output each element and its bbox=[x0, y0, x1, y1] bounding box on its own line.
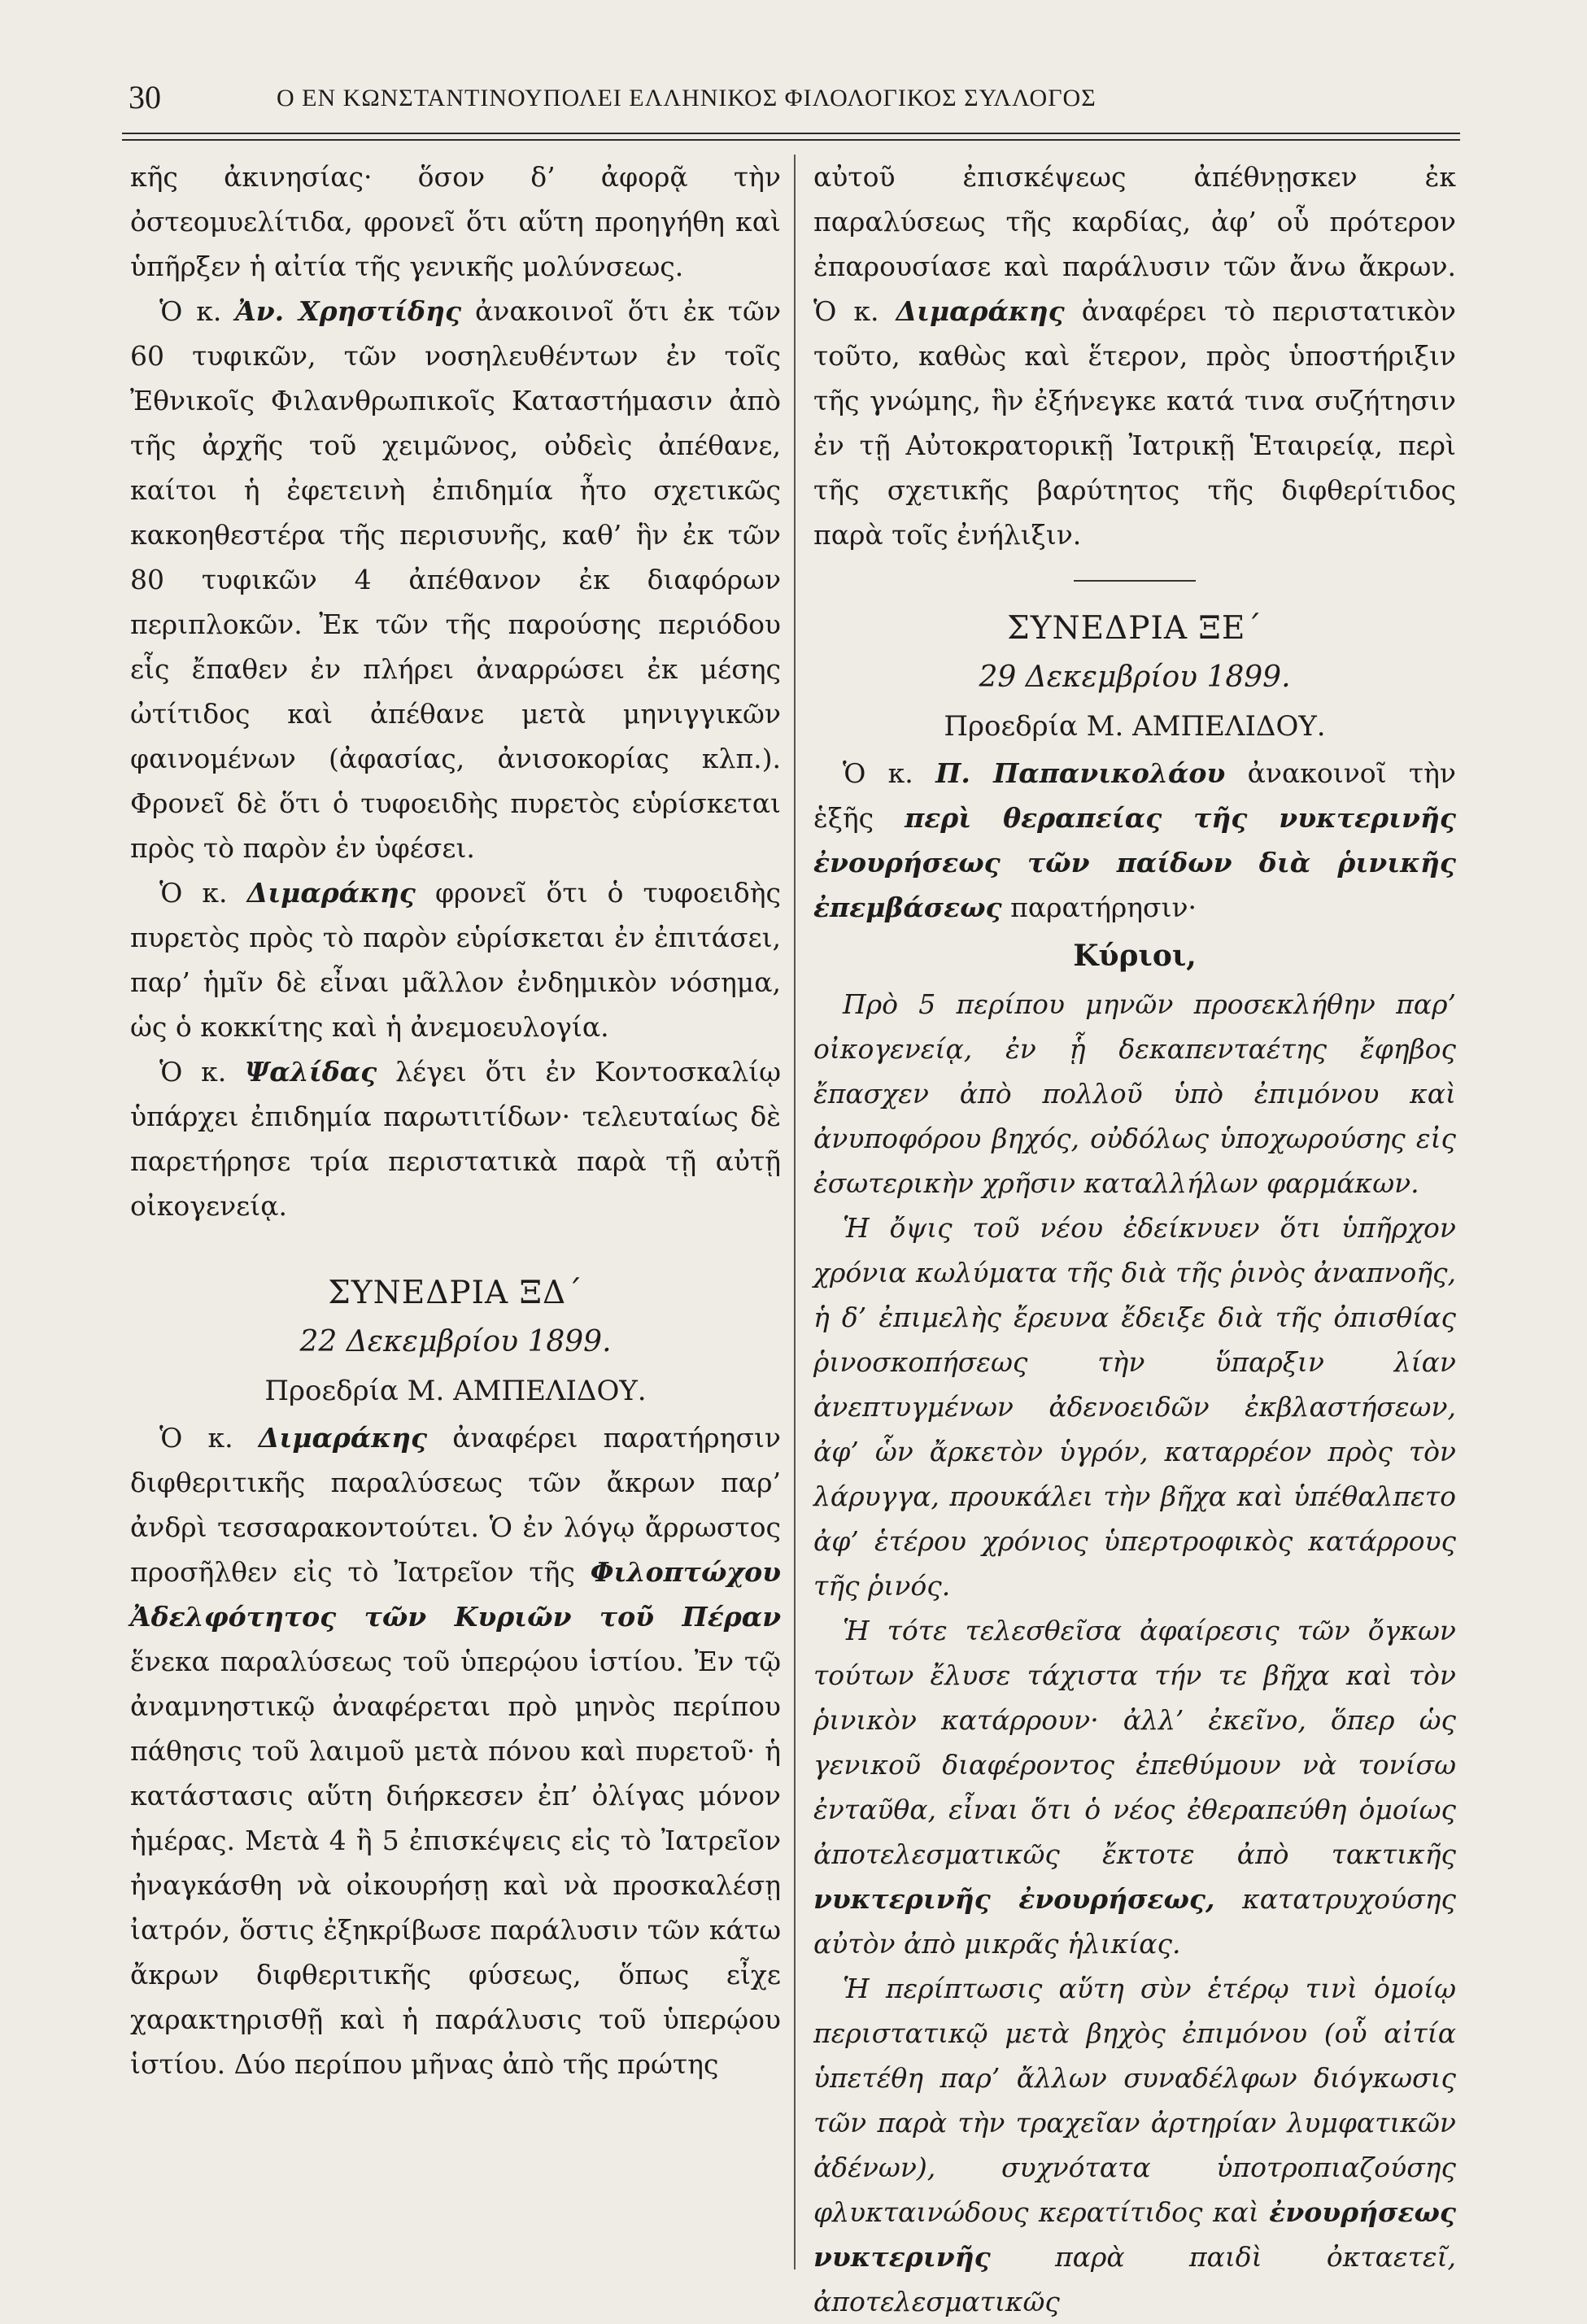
session-presidency: Προεδρία Μ. ΑΜΠΕΛΙΔΟΥ. bbox=[264, 1375, 647, 1407]
right-column bbox=[813, 155, 1456, 2324]
paragraph-text: παρὰ παιδὶ ὀκταετεῖ, ἀποτελεσματικῶς bbox=[813, 2241, 1456, 2317]
spacer bbox=[130, 1228, 781, 1269]
running-title: Ο ΕΝ ΚΩΝΣΤΑΝΤΙΝΟΥΠΟΛΕΙ ΕΛΛΗΝΙΚΟΣ ΦΙΛΟΛΟΓΙΚΟΣ ΣΥΛΛΟΓΟΣ bbox=[277, 85, 1097, 111]
paragraph: Πρὸ 5 περίπου μηνῶν προσεκλήθην παρ’ οἰκογενείᾳ, ἐν ᾗ δεκαπενταέτης ἔφηβος ἔπασχεν ἀπὸ πολλοῦ ὑπὸ ἐπιμόνου καὶ ἀνυποφόρου βηχός, οὐδόλως ὑποχωρούσης εἰς ἐσωτερικὴν χρῆσιν καταλλήλων φαρμάκων. bbox=[813, 988, 1456, 1199]
speaker-prefix: Ὁ κ. bbox=[843, 757, 913, 789]
session-date: 22 Δεκεμβρίου 1899. bbox=[299, 1325, 612, 1358]
communication-title: περὶ θεραπείας τῆς νυκτερινῆς ἐνουρήσεως τῶν παίδων διὰ ῥινικῆς ἐπεμβάσεως bbox=[813, 802, 1456, 923]
speaker-prefix: Ὁ κ. bbox=[159, 877, 228, 909]
header-rule-bottom bbox=[122, 139, 1460, 141]
paragraph: κῆς ἀκινησίας· ὅσον δ’ ἀφορᾷ τὴν ὀστεομυελίτιδα, φρονεῖ ὅτι αὕτη προηγήθη καὶ ὑπῆρξεν ἡ αἰτία τῆς γενικῆς μολύνσεως. bbox=[130, 161, 781, 282]
column-divider bbox=[794, 155, 796, 2269]
paragraph-text: αὐτοῦ ἐπισκέψεως ἀπέθνῃσκεν ἐκ παραλύσεως τῆς καρδίας, ἀφ’ οὗ πρότερον ἐπαρουσίασε καὶ παράλυσιν τῶν ἄνω ἄκρων. bbox=[813, 161, 1456, 282]
session-presidency: Προεδρία Μ. ΑΜΠΕΛΙΔΟΥ. bbox=[944, 710, 1326, 743]
speaker-name: Π. Παπανικολάου bbox=[935, 757, 1226, 789]
paragraph bbox=[130, 1049, 781, 1228]
session-date: 29 Δεκεμβρίου 1899. bbox=[979, 661, 1291, 694]
paragraph-text: ἕνεκα παραλύσεως τοῦ ὑπερῴου ἱστίου. Ἐν τῷ ἀναμνηστικῷ ἀναφέρεται πρὸ μηνὸς περίπου πάθησις τοῦ λαιμοῦ μετὰ πόνου καὶ πυρετοῦ· ἡ κατάστασις αὕτη διήρκεσεν ἐπ’ ὀλίγας μόνον ἡμέρας. Μετὰ 4 ἢ 5 ἐπισκέψεις εἰς τὸ Ἰατρεῖον ἠναγκάσθη νὰ οἰκουρήσῃ καὶ νὰ προσκαλέσῃ ἰατρόν, ὅστις ἐξηκρίβωσε παράλυσιν τῶν κάτω ἄκρων διφθεριτικῆς φύσεως, ὅπως εἶχε χαρακτηρισθῇ καὶ ἡ παράλυσις τοῦ ὑπερῴου ἱστίου. Δύο περίπου μῆνας ἀπὸ τῆς πρώτης bbox=[130, 1646, 781, 2080]
paragraph-text: ἀνακοινοῖ ὅτι ἐκ τῶν 60 τυφικῶν, τῶν νοσηλευθέντων ἐν τοῖς Ἐθνικοῖς Φιλανθρωπικοῖς Καταστήμασιν ἀπὸ τῆς ἀρχῆς τοῦ χειμῶνος, οὐδεὶς ἀπέθανε, καίτοι ἡ ἐφετεινὴ ἐπιδημία ἦτο σχετικῶς κακοηθεστέρα τῆς περισυνῆς, καθ’ ἣν ἐκ τῶν 80 τυφικῶν 4 ἀπέθανον ἐκ διαφόρων περιπλοκῶν. Ἐκ τῶν τῆς παρούσης περιόδου εἷς ἔπαθεν ἐν πλήρει ἀναρρώσει ἐκ μέσης ὠτίτιδος καὶ ἀπέθανε μετὰ μηνιγγικῶν φαινομένων (ἀφασίας, ἀνισοκορίας κλπ.). Φρονεῖ δὲ ὅτι ὁ τυφοειδὴς πυρετὸς εὑρίσκεται πρὸς τὸ παρὸν ἐν ὑφέσει. bbox=[130, 295, 782, 864]
paragraph bbox=[130, 870, 781, 1049]
page-number: 30 bbox=[129, 79, 161, 116]
speaker-prefix: Ὁ κ. bbox=[813, 295, 879, 327]
salutation: Κύριοι, bbox=[1073, 939, 1197, 973]
speaker-name: Ψαλίδας bbox=[245, 1056, 377, 1088]
paragraph-text: Ἡ τότε τελεσθεῖσα ἀφαίρεσις τῶν ὄγκων τούτων ἔλυσε τάχιστα τήν τε βῆχα καὶ τὸν ῥινικὸν κατάρρουν· ἀλλ’ ἐκεῖνο, ὅπερ ὡς γενικοῦ διαφέροντος ἐπεθύμουν νὰ τονίσω ἐνταῦθα, εἶναι ὅτι ὁ νέος ἐθεραπεύθη ὁμοίως ἀποτελεσματικῶς ἔκτοτε ἀπὸ τακτικῆς bbox=[813, 1615, 1456, 1870]
paragraph-text: κατατρυχούσης αὐτὸν ἀπὸ μικρᾶς ἡλικίας. bbox=[813, 1883, 1456, 1960]
institution-name: Φιλοπτώχου Ἀδελφότητος τῶν Κυριῶν τοῦ Πέραν bbox=[130, 1556, 781, 1633]
speaker-name: Ἀν. Χρηστίδης bbox=[235, 295, 462, 327]
paragraph-text: ἀναφέρει παρατήρησιν διφθεριτικῆς παραλύσεως τῶν ἄκρων παρ’ ἀνδρὶ τεσσαρακοντούτει. Ὁ ἐν λόγῳ ἄρρωστος προσῆλθεν εἰς τὸ Ἰατρεῖον τῆς bbox=[130, 1422, 781, 1588]
paragraph bbox=[130, 289, 781, 870]
page-header bbox=[122, 78, 1472, 127]
paragraph bbox=[813, 1966, 1456, 2324]
speaker-prefix: Ὁ κ. bbox=[159, 295, 222, 327]
paragraph-text: φρονεῖ ὅτι ὁ τυφοειδὴς πυρετὸς πρὸς τὸ παρὸν εὑρίσκεται ἐν ἐπιτάσει, παρ’ ἡμῖν δὲ εἶναι μᾶλλον ἐνδημικὸν νόσημα, ὡς ὁ κοκκίτης καὶ ἡ ἀνεμοευλογία. bbox=[130, 877, 781, 1043]
paragraph bbox=[813, 155, 1456, 557]
paragraph-text: Ἡ περίπτωσις αὕτη σὺν ἑτέρῳ τινὶ ὁμοίῳ περιστατικῷ μετὰ βηχὸς ἐπιμόνου (οὗ αἰτία ὑπετέθη παρ’ ἄλλων συναδέλφων διόγκωσις τῶν παρὰ τὴν τραχεῖαν ἀρτηρίαν λυμφατικῶν ἀδένων), συχνότατα ὑποτροπιαζούσης φλυκταινώδους κερατίτιδος καὶ bbox=[813, 1973, 1456, 2228]
session-heading: ΣΥΝΕΔΡΙΑ ΞΔ΄ bbox=[328, 1275, 583, 1311]
header-rule-top bbox=[122, 133, 1460, 134]
speaker-name: Διμαράκης bbox=[258, 1422, 428, 1454]
emphasis-text: νυκτερινῆς ἐνουρήσεως, bbox=[813, 1883, 1215, 1915]
paragraph-text: παρατήρησιν· bbox=[1010, 892, 1197, 923]
speaker-name: Διμαράκης bbox=[896, 295, 1065, 327]
speaker-name: Διμαράκης bbox=[246, 877, 416, 909]
paragraph bbox=[130, 1415, 781, 2086]
paragraph-text: ἀνακοινοῖ τὴν ἑξῆς bbox=[813, 757, 1456, 834]
paragraph bbox=[813, 1608, 1456, 1966]
paragraph bbox=[813, 751, 1456, 930]
left-column bbox=[130, 155, 781, 2086]
emphasis-text: ἐνουρήσεως νυκτερινῆς bbox=[813, 2196, 1457, 2273]
section-separator bbox=[1074, 580, 1196, 582]
speaker-prefix: Ὁ κ. bbox=[159, 1422, 233, 1454]
paragraph-text: ἀναφέρει τὸ περιστατικὸν τοῦτο, καθὼς καὶ ἕτερον, πρὸς ὑποστήριξιν τῆς γνώμης, ἣν ἐξήνεγκε κατά τινα συζήτησιν ἐν τῇ Αὐτοκρατορικῇ Ἰατρικῇ Ἑταιρείᾳ, περὶ τῆς σχετικῆς βαρύτητος τῆς διφθερίτιδος παρὰ τοῖς ἐνήλιξιν. bbox=[813, 295, 1456, 551]
session-heading: ΣΥΝΕΔΡΙΑ ΞΕ΄ bbox=[1007, 610, 1262, 647]
speaker-prefix: Ὁ κ. bbox=[159, 1056, 227, 1088]
paragraph-text: λέγει ὅτι ἐν Κοντοσκαλίῳ ὑπάρχει ἐπιδημία παρωτιτίδων· τελευταίως δὲ παρετήρησε τρία περιστατικὰ παρὰ τῇ αὐτῇ οἰκογενείᾳ. bbox=[130, 1056, 781, 1222]
paragraph: Ἡ ὄψις τοῦ νέου ἐδείκνυεν ὅτι ὑπῆρχον χρόνια κωλύματα τῆς διὰ τῆς ῥινὸς ἀναπνοῆς, ἡ δ’ ἐπιμελὴς ἔρευνα ἔδειξε διὰ τῆς ὀπισθίας ῥινοσκοπήσεως τὴν ὕπαρξιν λίαν ἀνεπτυγμένων ἀδενοειδῶν ἐκβλαστήσεων, ἀφ’ ὧν ἄρκετὸν ὑγρόν, καταρρέον πρὸς τὸν λάρυγγα, προυκάλει τὴν βῆχα καὶ ὑπέθαλπετο ἀφ’ ἑτέρου χρόνιος ὑπερτροφικὸς κατάρρους τῆς ῥινός. bbox=[813, 1212, 1456, 1602]
